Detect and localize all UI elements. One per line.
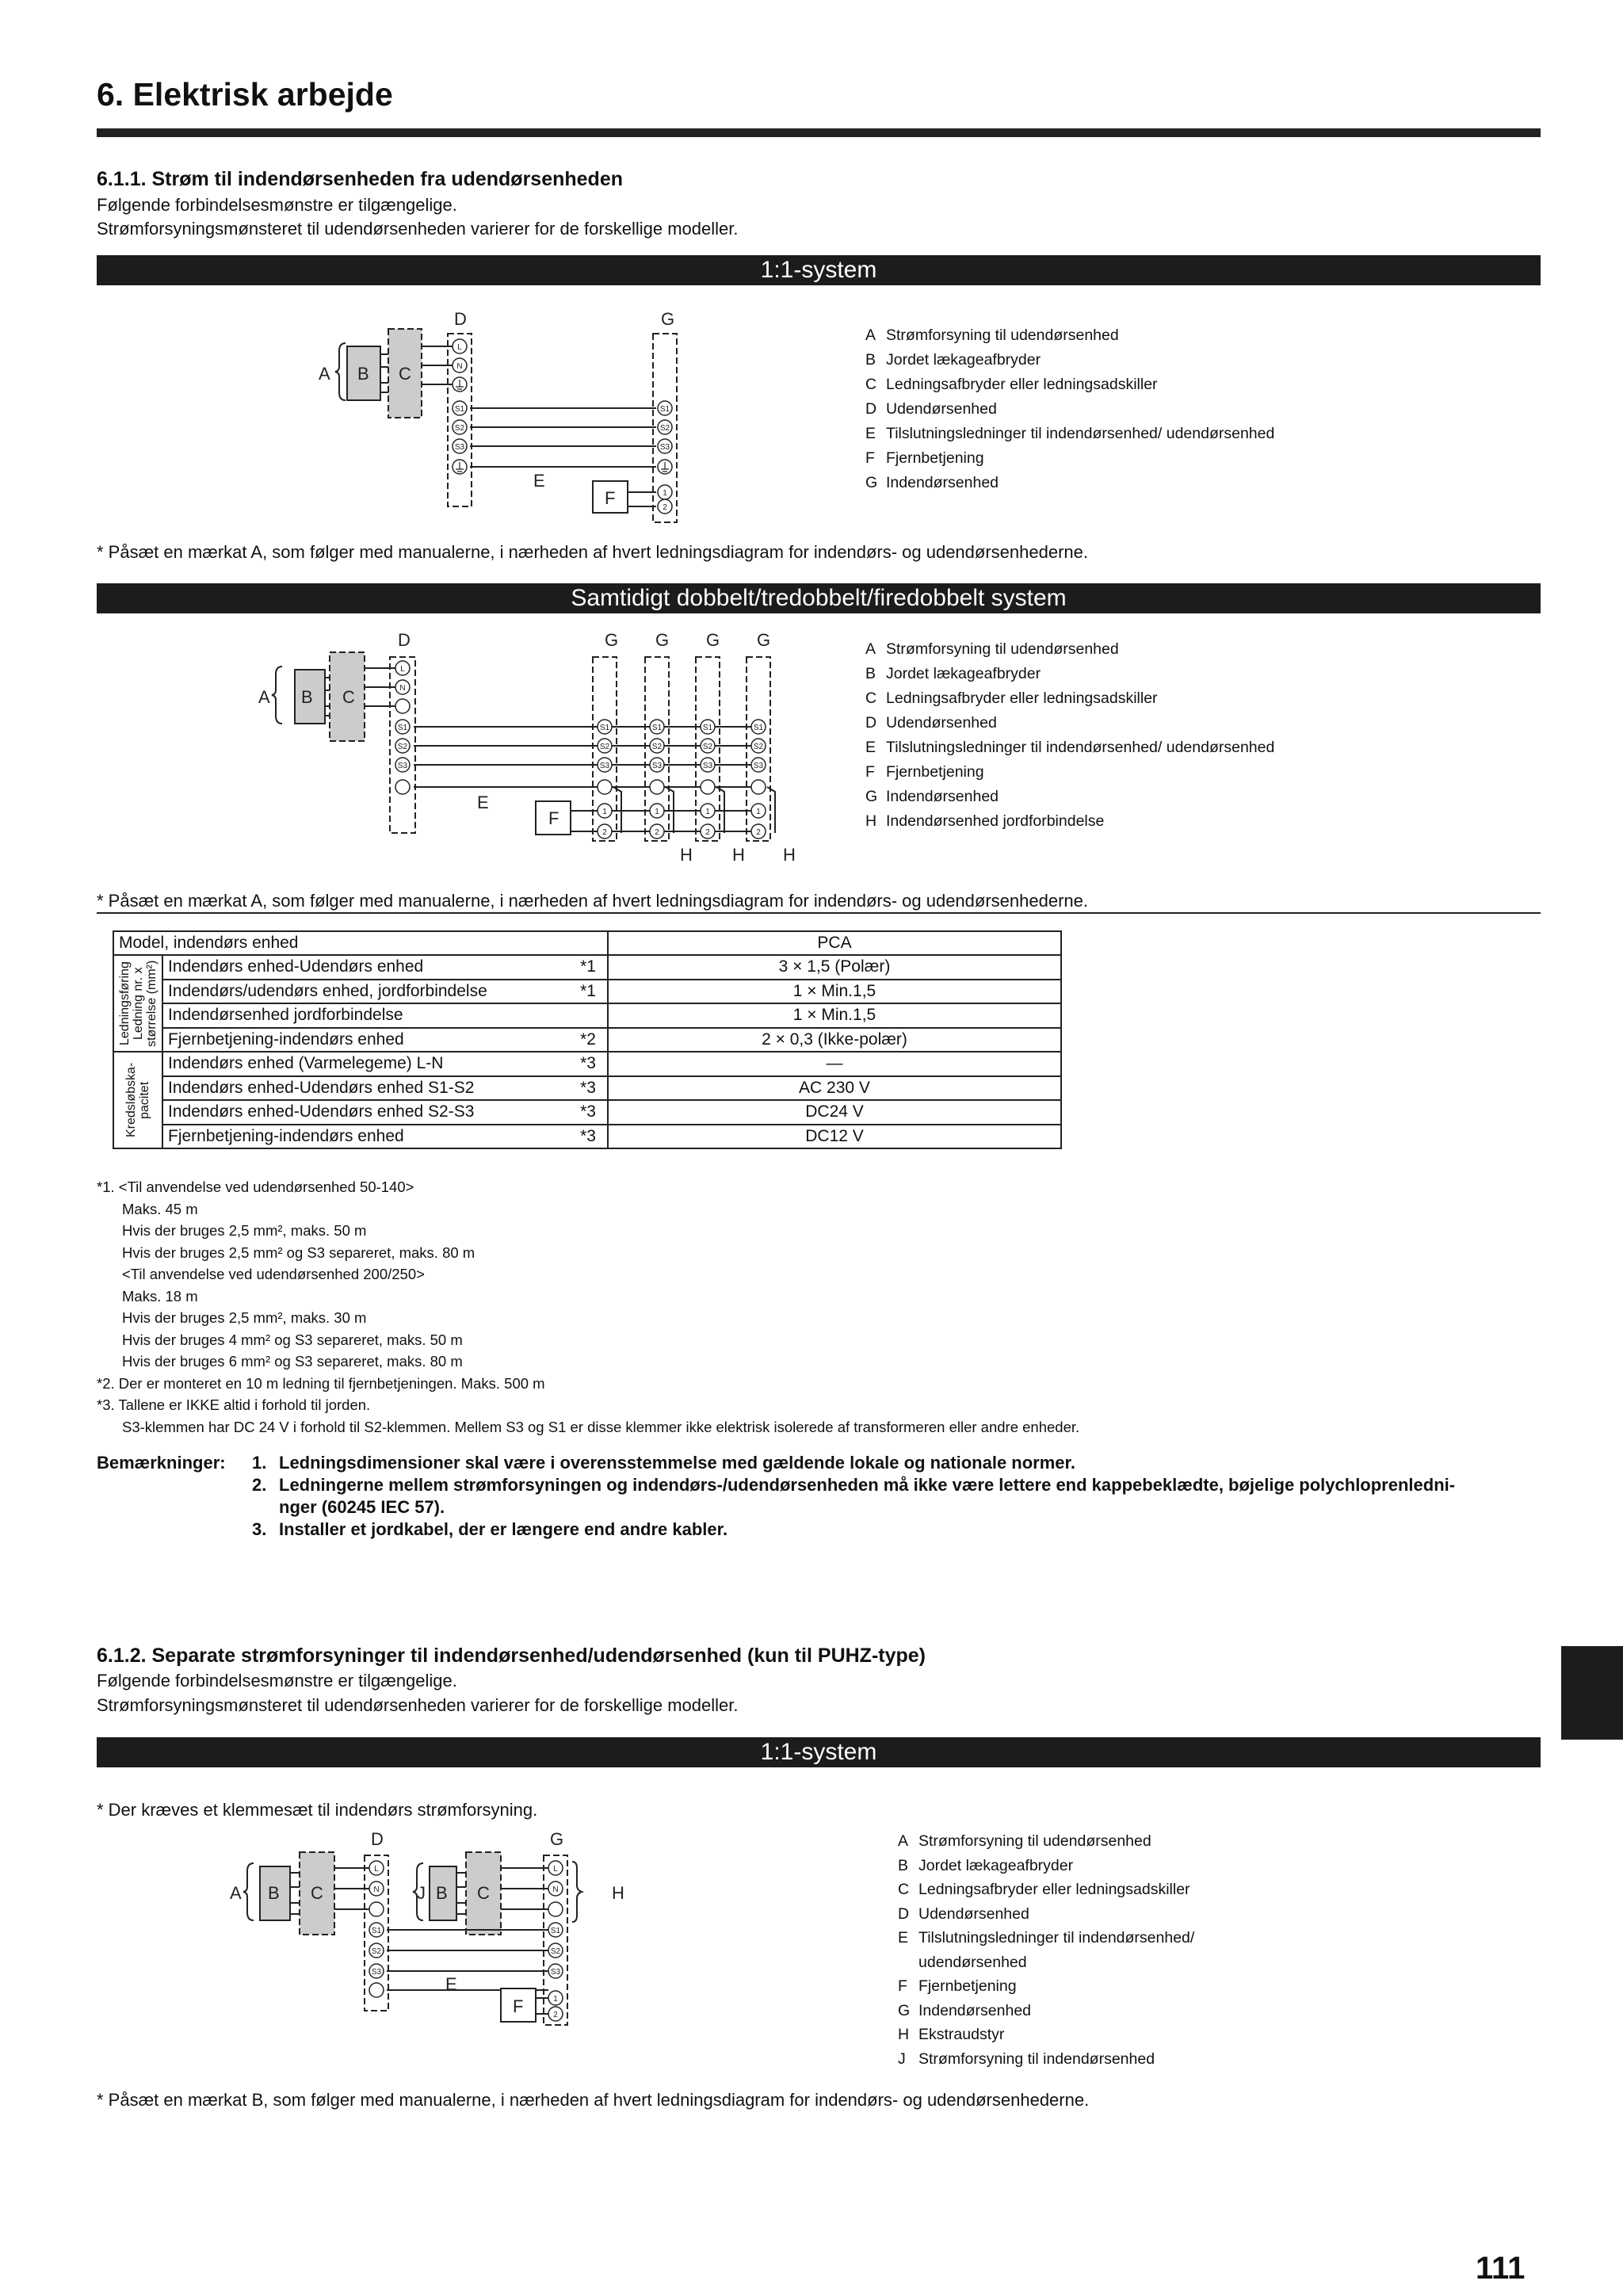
svg-text:S3: S3 bbox=[651, 762, 663, 770]
svg-text:S1: S1 bbox=[371, 1927, 382, 1935]
svg-text:N: N bbox=[552, 1885, 559, 1894]
remarks-label: Bemærkninger: bbox=[97, 1453, 226, 1473]
legend-item: A Strømforsyning til udendørsenhed bbox=[865, 327, 1119, 344]
svg-text:F: F bbox=[605, 488, 616, 508]
svg-text:H: H bbox=[612, 1883, 624, 1903]
legend-item: C Ledningsafbryder eller ledningsadskiller bbox=[898, 1881, 1190, 1898]
system-bar-1to1-separate: 1:1-system bbox=[97, 1737, 1541, 1767]
svg-text:S3: S3 bbox=[371, 1968, 382, 1977]
legend-item: C Ledningsafbryder eller ledningsadskiller bbox=[865, 376, 1158, 393]
legend-item: F Fjernbetjening bbox=[865, 763, 984, 781]
legend-multi bbox=[865, 637, 1274, 834]
footnotes: *1. <Til anvendelse ved udendørsenhed 50-140> Maks. 45 m Hvis der bruges 2,5 mm², maks. 50 m Hvis der bruges 2,5 mm² og S3 separeret, maks. 80 m <Til anvendelse ved udendørsenhed 200/250> Maks. 18 m Hvis der bruges 2,5 mm², maks. 30 m Hvis der bruges 4 mm² og S3 separeret, maks. 50 m Hvis der bruges 6 mm² og S3 separeret, maks. 80 m *2. Der er monteret en 10 m ledning til fjernbetjeningen. Maks. 500 m *3. Tallene er IKKE altid i forhold til jorden. S3-klemmen har DC 24 V i forhold til S2-klemmen. Mellem S3 og S1 er disse klemmer ikke elektrisk isolerede af transformeren eller andre enheder. bbox=[97, 1179, 1080, 1435]
legend-item: H Indendørsenhed jordforbindelse bbox=[865, 812, 1105, 830]
legend-item: D Udendørsenhed bbox=[865, 400, 997, 418]
legend-item: D Udendørsenhed bbox=[865, 714, 997, 732]
section-611-line2: Strømforsyningsmønsteret til udendørsenheden varierer for de forskellige modeller. bbox=[97, 219, 739, 239]
svg-text:H: H bbox=[680, 845, 693, 865]
wiring-diagram-separate bbox=[222, 1827, 650, 2033]
legend-item: F Fjernbetjening bbox=[898, 1977, 1017, 1995]
wiring-diagram-multi bbox=[254, 628, 808, 866]
svg-text:J: J bbox=[417, 1883, 426, 1903]
side-tab bbox=[1561, 1646, 1623, 1740]
legend-item: D Udendørsenhed bbox=[898, 1904, 1029, 1923]
svg-text:1: 1 bbox=[602, 808, 607, 816]
svg-text:S3: S3 bbox=[397, 762, 408, 770]
remarks-list: 1. Ledningsdimensioner skal være i overensstemmelse med gældende lokale og nationale normer. 2. Ledningerne mellem strømforsyningen og indendørs-/udendørsenheden må ikke være lettere end kappebeklædte, bøjelige polychloprenledni- nger (60245 IEC 57). 3. Installer et jordkabel, der er længere end andre kabler. bbox=[252, 1453, 1456, 1539]
svg-text:1: 1 bbox=[655, 808, 659, 816]
svg-text:L: L bbox=[374, 1865, 379, 1874]
svg-text:1: 1 bbox=[553, 1995, 558, 2004]
svg-text:G: G bbox=[605, 630, 619, 650]
svg-text:B: B bbox=[357, 364, 369, 384]
svg-text:F: F bbox=[513, 1996, 524, 2016]
svg-text:S2: S2 bbox=[371, 1947, 382, 1956]
svg-text:S1: S1 bbox=[659, 405, 670, 414]
svg-text:G: G bbox=[550, 1829, 564, 1849]
svg-text:E: E bbox=[533, 471, 545, 491]
svg-text:E: E bbox=[477, 793, 489, 812]
legend-item: udendørsenhed bbox=[918, 1953, 1027, 1971]
svg-text:B: B bbox=[301, 687, 313, 707]
group-capacity: Kredsløbska- pacitet bbox=[113, 1052, 162, 1148]
section-611-line1: Følgende forbindelsesmønstre er tilgængelige. bbox=[97, 195, 457, 215]
svg-text:G: G bbox=[706, 630, 720, 650]
note-label-a-1: * Påsæt en mærkat A, som følger med manualerne, i nærheden af hvert ledningsdiagram for indendørs- og udendørsenhederne. bbox=[97, 542, 1088, 562]
section-612-line1: Følgende forbindelsesmønstre er tilgængelige. bbox=[97, 1671, 457, 1690]
legend-item: H Ekstraudstyr bbox=[898, 2026, 1005, 2043]
svg-text:S1: S1 bbox=[550, 1927, 561, 1935]
svg-text:L: L bbox=[553, 1865, 558, 1874]
svg-text:2: 2 bbox=[756, 828, 761, 837]
svg-text:A: A bbox=[258, 687, 270, 707]
svg-text:B: B bbox=[436, 1883, 448, 1903]
legend-item: G Indendørsenhed bbox=[898, 2001, 1032, 2019]
legend-item: C Ledningsafbryder eller ledningsadskiller bbox=[865, 690, 1158, 707]
svg-text:S1: S1 bbox=[753, 724, 764, 732]
svg-text:C: C bbox=[477, 1883, 490, 1903]
table-row: Kredsløbska- pacitet Indendørs enhed (Varmelegeme) L-N *3 — bbox=[113, 1052, 1061, 1076]
svg-text:1: 1 bbox=[756, 808, 761, 816]
svg-text:S2: S2 bbox=[659, 424, 670, 433]
svg-text:G: G bbox=[655, 630, 670, 650]
note-underline bbox=[97, 912, 1541, 914]
system-bar-1to1: 1:1-system bbox=[97, 255, 1541, 285]
svg-text:S1: S1 bbox=[651, 724, 663, 732]
note-label-a-2: * Påsæt en mærkat A, som følger med manualerne, i nærheden af hvert ledningsdiagram for indendørs- og udendørsenhederne. bbox=[97, 891, 1088, 911]
pre-note: * Der kræves et klemmesæt til indendørs strømforsyning. bbox=[97, 1800, 538, 1820]
svg-text:2: 2 bbox=[655, 828, 659, 837]
svg-text:H: H bbox=[783, 845, 796, 865]
legend-item: G Indendørsenhed bbox=[865, 788, 999, 805]
table-row: Indendørsenhed jordforbindelse 1 × Min.1,5 bbox=[113, 1003, 1061, 1028]
svg-text:S1: S1 bbox=[702, 724, 713, 732]
legend-item: B Jordet lækageafbryder bbox=[865, 665, 1041, 682]
section-612-title: 6.1.2. Separate strømforsyninger til indendørsenhed/udendørsenhed (kun til PUHZ-type) bbox=[97, 1645, 926, 1667]
svg-text:F: F bbox=[548, 808, 559, 828]
legend-item: B Jordet lækageafbryder bbox=[865, 351, 1041, 369]
legend-item: J Strømforsyning til indendørsenhed bbox=[898, 2050, 1155, 2068]
svg-text:2: 2 bbox=[705, 828, 710, 837]
page-heading: 6. Elektrisk arbejde bbox=[97, 76, 393, 113]
svg-text:D: D bbox=[371, 1829, 384, 1849]
heading-rule bbox=[97, 128, 1541, 137]
svg-text:S1: S1 bbox=[397, 724, 408, 732]
svg-text:1: 1 bbox=[705, 808, 710, 816]
svg-text:N: N bbox=[456, 362, 463, 371]
svg-text:S2: S2 bbox=[397, 743, 408, 751]
table-row: Fjernbetjening-indendørs enhed *3 DC12 V bbox=[113, 1125, 1061, 1149]
svg-text:L: L bbox=[457, 343, 462, 352]
svg-text:G: G bbox=[757, 630, 771, 650]
svg-text:A: A bbox=[319, 364, 330, 384]
legend-separate bbox=[898, 1829, 1194, 2071]
table-row: Indendørs enhed-Udendørs enhed S1-S2 *3 AC 230 V bbox=[113, 1076, 1061, 1101]
svg-text:C: C bbox=[399, 364, 411, 384]
table-header-label: Model, indendørs enhed bbox=[113, 931, 608, 955]
page-number: 111 bbox=[1476, 2251, 1526, 2286]
svg-text:S1: S1 bbox=[599, 724, 610, 732]
svg-text:S3: S3 bbox=[753, 762, 764, 770]
svg-text:D: D bbox=[454, 309, 467, 329]
svg-text:S2: S2 bbox=[753, 743, 764, 751]
table-row: Indendørs enhed-Udendørs enhed S2-S3 *3 DC24 V bbox=[113, 1100, 1061, 1125]
svg-text:S3: S3 bbox=[550, 1968, 561, 1977]
table-row: Ledningsføring Ledning nr. x størrelse (mm²) Indendørs enhed-Udendørs enhed *1 3 × 1,5 (Polær) bbox=[113, 955, 1061, 980]
system-bar-multi: Samtidigt dobbelt/tredobbelt/firedobbelt system bbox=[97, 583, 1541, 613]
svg-text:S2: S2 bbox=[550, 1947, 561, 1956]
svg-text:S3: S3 bbox=[702, 762, 713, 770]
svg-text:D: D bbox=[398, 630, 411, 650]
svg-text:N: N bbox=[399, 684, 406, 693]
svg-text:S3: S3 bbox=[659, 443, 670, 452]
svg-text:E: E bbox=[445, 1974, 457, 1994]
svg-text:S3: S3 bbox=[599, 762, 610, 770]
svg-text:2: 2 bbox=[553, 2011, 558, 2019]
section-611-title: 6.1.1. Strøm til indendørsenheden fra udendørsenheden bbox=[97, 168, 624, 190]
spec-table bbox=[113, 930, 1062, 1149]
svg-text:N: N bbox=[373, 1885, 380, 1894]
svg-text:S2: S2 bbox=[599, 743, 610, 751]
legend-item: B Jordet lækageafbryder bbox=[898, 1856, 1074, 1874]
legend-item: A Strømforsyning til udendørsenhed bbox=[865, 640, 1119, 658]
table-row: Fjernbetjening-indendørs enhed *2 2 × 0,3 (Ikke-polær) bbox=[113, 1028, 1061, 1052]
svg-text:S1: S1 bbox=[454, 405, 465, 414]
legend-item: E Tilslutningsledninger til indendørsenhed/ udendørsenhed bbox=[865, 425, 1275, 442]
note-label-b: * Påsæt en mærkat B, som følger med manualerne, i nærheden af hvert ledningsdiagram for indendørs- og udendørsenhederne. bbox=[97, 2090, 1090, 2110]
svg-text:2: 2 bbox=[602, 828, 607, 837]
svg-text:B: B bbox=[268, 1883, 280, 1903]
svg-text:S2: S2 bbox=[702, 743, 713, 751]
legend-item: G Indendørsenhed bbox=[865, 474, 999, 491]
svg-text:A: A bbox=[230, 1883, 242, 1903]
wiring-diagram-1to1 bbox=[309, 305, 721, 527]
legend-1to1 bbox=[865, 323, 1274, 495]
table-header-value: PCA bbox=[608, 931, 1061, 955]
svg-text:C: C bbox=[342, 687, 355, 707]
svg-text:L: L bbox=[400, 665, 405, 674]
svg-text:C: C bbox=[311, 1883, 323, 1903]
legend-item: E Tilslutningsledninger til indendørsenhed/ bbox=[898, 1929, 1195, 1946]
svg-text:1: 1 bbox=[663, 489, 667, 498]
section-612-line2: Strømforsyningsmønsteret til udendørsenheden varierer for de forskellige modeller. bbox=[97, 1695, 739, 1715]
legend-item: F Fjernbetjening bbox=[865, 449, 984, 467]
legend-item: E Tilslutningsledninger til indendørsenhed/ udendørsenhed bbox=[865, 739, 1275, 756]
svg-text:S2: S2 bbox=[454, 424, 465, 433]
svg-text:H: H bbox=[732, 845, 745, 865]
group-wiring: Ledningsføring Ledning nr. x størrelse (mm²) bbox=[113, 955, 162, 1052]
svg-text:S3: S3 bbox=[454, 443, 465, 452]
svg-text:2: 2 bbox=[663, 503, 667, 512]
svg-text:S2: S2 bbox=[651, 743, 663, 751]
svg-text:G: G bbox=[661, 309, 675, 329]
table-header-row bbox=[113, 931, 1061, 955]
table-row: Indendørs/udendørs enhed, jordforbindelse *1 1 × Min.1,5 bbox=[113, 980, 1061, 1004]
legend-item: A Strømforsyning til udendørsenhed bbox=[898, 1832, 1151, 1850]
